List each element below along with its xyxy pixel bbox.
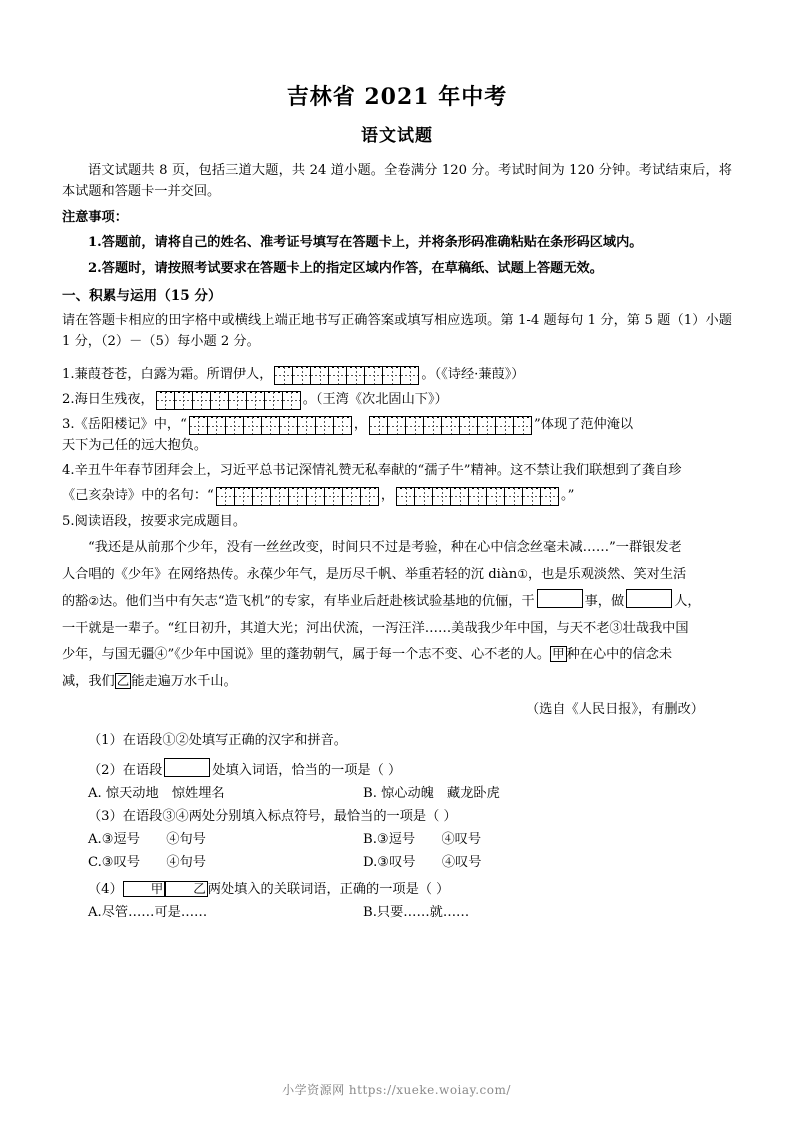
sub4-marker-jia: 甲: [123, 881, 166, 897]
question-5-sub-3-options-row-2: [62, 851, 732, 874]
question-5-p1: “我还是从前那个少年，没有一丝丝改变，时间只不过是考验，种在心中信念丝毫未减……”一群银发老: [88, 540, 682, 556]
answer-grid-q1[interactable]: [274, 366, 419, 385]
question-5-p6: [62, 670, 732, 694]
q5-p2-b: ，也是乐观淡然、笑对生活: [527, 566, 687, 582]
notice-item-2: 2.答题时，请按照考试要求在答题卡上的指定区域内作答，在草稿纸、试题上答题无效。: [88, 260, 603, 276]
sub3-option-b[interactable]: B.③逗号 ④叹号: [363, 832, 482, 848]
question-3-line2: 天下为己任的远大抱负。: [62, 438, 208, 454]
page-subtitle: 语文试题: [361, 126, 433, 146]
q5-p3-d: 人，: [674, 594, 701, 610]
answer-grid-q2[interactable]: [156, 391, 301, 410]
notice-heading: 注意事项：: [62, 209, 128, 225]
answer-grid-q3-b[interactable]: [369, 416, 532, 435]
question-5-p5: [62, 643, 732, 667]
sub3-option-c[interactable]: C.③叹号 ④句号: [88, 855, 206, 871]
question-5-sub-2: [62, 758, 732, 782]
sub3-option-a[interactable]: A.③逗号 ④句号: [88, 832, 206, 848]
answer-grid-q4-b[interactable]: [396, 487, 559, 506]
question-1-prefix: 1.蒹葭苍苍，白露为霜。所谓伊人，: [62, 366, 273, 382]
question-5-source: （选自《人民日报》，有删改）: [525, 702, 704, 718]
answer-grid-q3-a[interactable]: [189, 416, 352, 435]
question-3: [62, 414, 732, 435]
sub3-option-d[interactable]: D.③叹号 ④叹号: [363, 855, 482, 871]
sub2-option-a[interactable]: A. 惊天动地 惊姓埋名: [88, 785, 225, 801]
page-content: [62, 80, 732, 925]
question-5-p4: 一干就是一辈子。“红日初升，其道大光；河出伏流，一泻汪洋……美哉我少年中国，与天不老③壮哉我中国: [62, 620, 689, 636]
notice-item-1: 1.答题前，请将自己的姓名、准考证号填写在答题卡上，并将条形码准确粘贴在条形码区域内。: [88, 235, 643, 251]
q5-p5-a: 少年，与国无疆④”《少年中国说》里的蓬勃朝气，属于每一个志不变、心不老的人。: [62, 647, 551, 663]
q5-mark-1: ①: [517, 566, 528, 581]
question-4-prefix: 《己亥杂诗》中的名句：“: [62, 487, 214, 503]
footer-site-name: 小学资源网: [282, 1083, 345, 1097]
question-5-p2: [62, 563, 732, 587]
blank-box-2[interactable]: [626, 589, 672, 608]
sub4-marker-yi: 乙: [165, 881, 208, 897]
question-5-sub-3: （3）在语段③④两处分别填入标点符号，最恰当的一项是（ ）: [88, 809, 457, 825]
blank-marker-jia: 甲: [552, 646, 565, 662]
question-3-prefix: 3.《岳阳楼记》中，“: [62, 416, 187, 432]
q5-p2-a: 人合唱的《少年》在网络热传。永葆少年气，是历尽千帆、举重若轻的沉 diàn: [62, 566, 518, 582]
q5-p6-b: 能走遍万水千山。: [131, 673, 237, 689]
question-3-suffix: ”体现了范仲淹以: [534, 416, 634, 432]
answer-grid-q4-a[interactable]: [216, 487, 379, 506]
q5-p5-b: 种在心中的信念未: [566, 647, 673, 663]
question-5-sub-3-options-row-1: [62, 828, 732, 851]
q5-p6-a: 减，我们: [62, 673, 115, 689]
sub2-suffix: 处填入词语，恰当的一项是（ ）: [212, 762, 402, 778]
q5-mark-2: ②: [88, 594, 100, 609]
sub4-prefix: （4）: [88, 882, 123, 898]
blank-box-3[interactable]: [164, 758, 210, 777]
footer-site-url: https://xueke.woiay.com/: [348, 1083, 511, 1097]
sub2-option-b[interactable]: B. 惊心动魄 藏龙卧虎: [363, 785, 500, 801]
sub4-option-b[interactable]: B.只要……就……: [363, 905, 470, 921]
question-4-line1: 4.辛丑牛年春节团拜会上，习近平总书记深情礼赞无私奉献的“孺子牛”精神。这不禁让我们联想到了龚自珍: [62, 463, 682, 479]
question-1: [62, 364, 732, 385]
intro-paragraph: 语文试题共 8 页，包括三道大题，共 24 道小题。全卷满分 120 分。考试时间为 120 分钟。考试结束后，将本试题和答题卡一并交回。: [62, 163, 732, 200]
question-5-sub-4: [62, 878, 732, 901]
q5-p3-c: 事，做: [584, 594, 625, 610]
question-5-sub-1: （1）在语段①②处填写正确的汉字和拼音。: [88, 732, 347, 748]
question-2-prefix: 2.海日生残夜，: [62, 391, 154, 407]
q5-p3-a: 的豁: [62, 594, 89, 610]
sub2-prefix: （2）在语段: [88, 762, 163, 778]
sub4-option-a[interactable]: A.尽管……可是……: [88, 905, 208, 921]
blank-box-1[interactable]: [537, 589, 583, 608]
question-4-line2: [62, 485, 732, 506]
question-5-sub-4-options: [62, 901, 732, 924]
q5-p3-b: 达。他们当中有矢志“造飞机”的专家，有毕业后赶赴核试验基地的伉俪，干: [99, 594, 535, 610]
section-1-heading: 一、积累与运用（15 分）: [62, 287, 222, 304]
question-2-suffix: 。（王湾《次北固山下》）: [302, 391, 448, 407]
blank-marker-yi: 乙: [116, 672, 130, 688]
question-5-p3: [62, 589, 732, 614]
question-3-middle: ，: [353, 416, 368, 432]
section-1-intro: 请在答题卡相应的田字格中或横线上端正地书写正确答案或填写相应选项。第 1-4 题每句 1 分，第 5 题（1）小题 1 分，（2）－（5）每小题 2 分。: [62, 312, 732, 350]
question-1-suffix: 。（《诗经·蒹葭》）: [421, 366, 525, 382]
question-4-middle: ，: [380, 487, 394, 503]
sub4-suffix: 两处填入的关联词语，正确的一项是（ ）: [207, 882, 450, 898]
question-4-suffix: 。”: [561, 487, 575, 503]
question-2: [62, 389, 732, 410]
question-5-lead: 5.阅读语段，按要求完成题目。: [62, 513, 247, 529]
footer-watermark: [0, 1081, 793, 1098]
question-5-sub-2-options: [62, 782, 732, 805]
page-title: 吉林省 2021 年中考: [286, 84, 508, 110]
